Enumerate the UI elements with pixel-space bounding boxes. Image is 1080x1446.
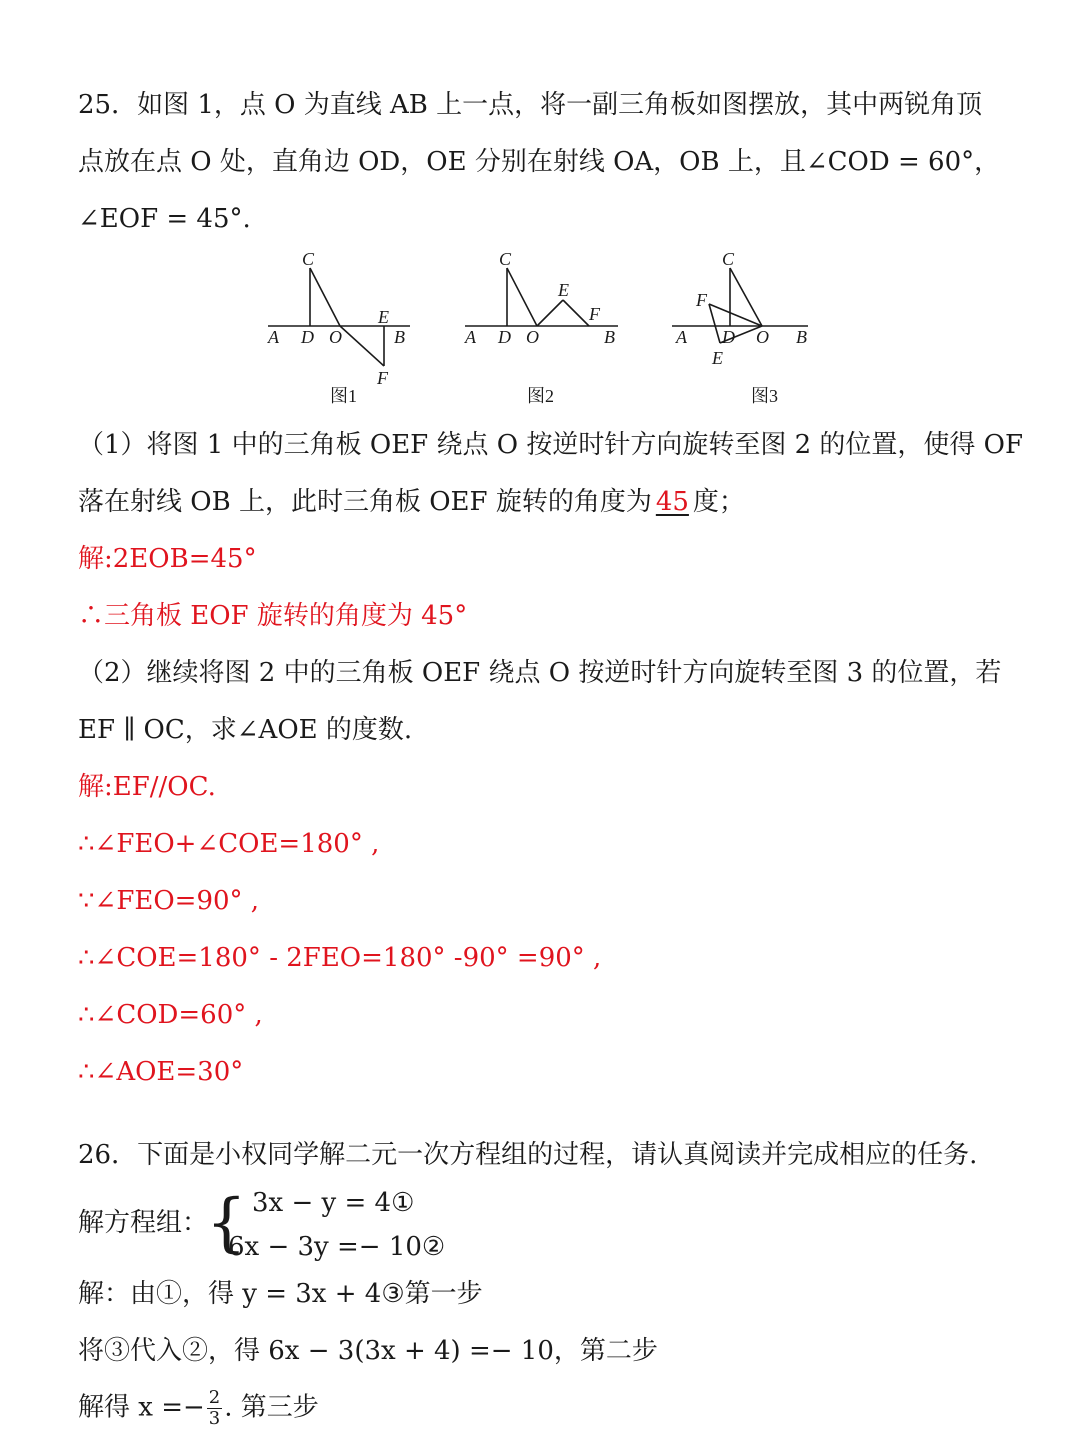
fig1-label-o: O bbox=[329, 327, 342, 347]
q25-part2-solution-2: ∴∠FEO+∠COE=180° , bbox=[78, 829, 380, 859]
fig1-label-f: F bbox=[377, 368, 388, 388]
fig2-oe bbox=[537, 300, 563, 326]
fig2-label-b: B bbox=[604, 327, 615, 347]
fig1-label-b: B bbox=[394, 327, 405, 347]
q25-part1-line-2 bbox=[78, 485, 745, 519]
fig2-label-c: C bbox=[499, 249, 512, 269]
fig2-label-d: D bbox=[498, 327, 511, 347]
fig2-ef bbox=[563, 300, 589, 326]
fig2-label-f: F bbox=[589, 304, 600, 324]
q25-part1-solution-2: ∴三角板 EOF 旋转的角度为 45° bbox=[78, 601, 468, 631]
fig1-caption: 图1 bbox=[330, 386, 357, 406]
q25-part2-solution-3: ∵∠FEO=90° , bbox=[78, 886, 260, 916]
fig3-label-a: A bbox=[676, 327, 687, 347]
fig2-label-o: O bbox=[526, 327, 539, 347]
q25-part2-line-1: （2）继续将图 2 中的三角板 OEF 绕点 O 按逆时针方向旋转至图 3 的位置，若 bbox=[78, 658, 1002, 688]
q26-step-3 bbox=[78, 1388, 319, 1429]
fig2-caption: 图2 bbox=[527, 386, 554, 406]
fig1-label-a: A bbox=[268, 327, 279, 347]
fig3-caption: 图3 bbox=[751, 386, 778, 406]
fraction bbox=[207, 1388, 222, 1429]
q26-step-3-post: . 第三步 bbox=[224, 1392, 319, 1423]
fig2-co bbox=[507, 268, 537, 326]
system-brace: { bbox=[206, 1186, 247, 1260]
q25-part1-line-2-pre: 落在射线 OB 上，此时三角板 OEF 旋转的角度为 bbox=[78, 487, 652, 517]
fig3-label-d: D bbox=[722, 327, 735, 347]
fig3-fo bbox=[709, 304, 762, 326]
fig1-co bbox=[310, 268, 340, 326]
fig2-label-a: A bbox=[465, 327, 476, 347]
q25-line-1: 25．如图 1，点 O 为直线 AB 上一点，将一副三角板如图摆放，其中两锐角顶 bbox=[78, 90, 983, 120]
q26-system-label: 解方程组： bbox=[78, 1208, 209, 1238]
figure-3 bbox=[672, 268, 808, 343]
q25-part1-solution-1: 解:2EOB=45° bbox=[78, 544, 257, 574]
fig3-fe bbox=[709, 304, 720, 343]
fig3-label-b: B bbox=[796, 327, 807, 347]
q25-part2-line-2: EF ∥ OC，求∠AOE 的度数. bbox=[78, 715, 413, 745]
fig1-of bbox=[340, 326, 384, 366]
q25-line-2: 点放在点 O 处，直角边 OD，OE 分别在射线 OA，OB 上，且∠COD = 60°， bbox=[78, 147, 1001, 177]
fig2-label-e: E bbox=[558, 280, 569, 300]
fig3-label-e: E bbox=[712, 348, 723, 368]
fraction-numerator: 2 bbox=[208, 1387, 221, 1408]
q26-step-3-pre: 解得 x =− bbox=[78, 1392, 205, 1423]
q25-line-3: ∠EOF = 45°. bbox=[78, 204, 251, 234]
fig3-label-f: F bbox=[696, 290, 707, 310]
fig1-label-c: C bbox=[302, 249, 315, 269]
q25-figures bbox=[0, 248, 1080, 413]
q26-equation-1: 3x − y = 4① bbox=[252, 1188, 415, 1218]
fig3-label-o: O bbox=[756, 327, 769, 347]
fraction-denominator: 3 bbox=[208, 1408, 221, 1429]
q26-step-1: 解：由①，得 y = 3x + 4③第一步 bbox=[78, 1279, 483, 1309]
q25-part2-solution-4: ∴∠COE=180° - 2FEO=180° -90° =90° , bbox=[78, 943, 602, 973]
q25-part2-solution-6: ∴∠AOE=30° bbox=[78, 1057, 244, 1087]
q25-part2-solution-5: ∴∠COD=60° , bbox=[78, 1000, 263, 1030]
q26-line-1: 26．下面是小权同学解二元一次方程组的过程，请认真阅读并完成相应的任务. bbox=[78, 1140, 978, 1170]
fig3-co bbox=[730, 268, 762, 326]
q26-step-2: 将③代入②，得 6x − 3(3x + 4) =− 10，第二步 bbox=[78, 1336, 658, 1366]
q25-part2-solution-1: 解:EF//OC. bbox=[78, 772, 216, 802]
fig1-label-d: D bbox=[301, 327, 314, 347]
q25-part1-line-1: （1）将图 1 中的三角板 OEF 绕点 O 按逆时针方向旋转至图 2 的位置，使得 OF bbox=[78, 430, 1024, 460]
q25-part1-line-2-post: 度； bbox=[692, 487, 745, 517]
fig3-label-c: C bbox=[722, 249, 735, 269]
q26-equation-2: 6x − 3y =− 10② bbox=[228, 1232, 446, 1262]
fig1-label-e: E bbox=[378, 307, 389, 327]
q25-part1-answer: 45 bbox=[655, 487, 689, 517]
